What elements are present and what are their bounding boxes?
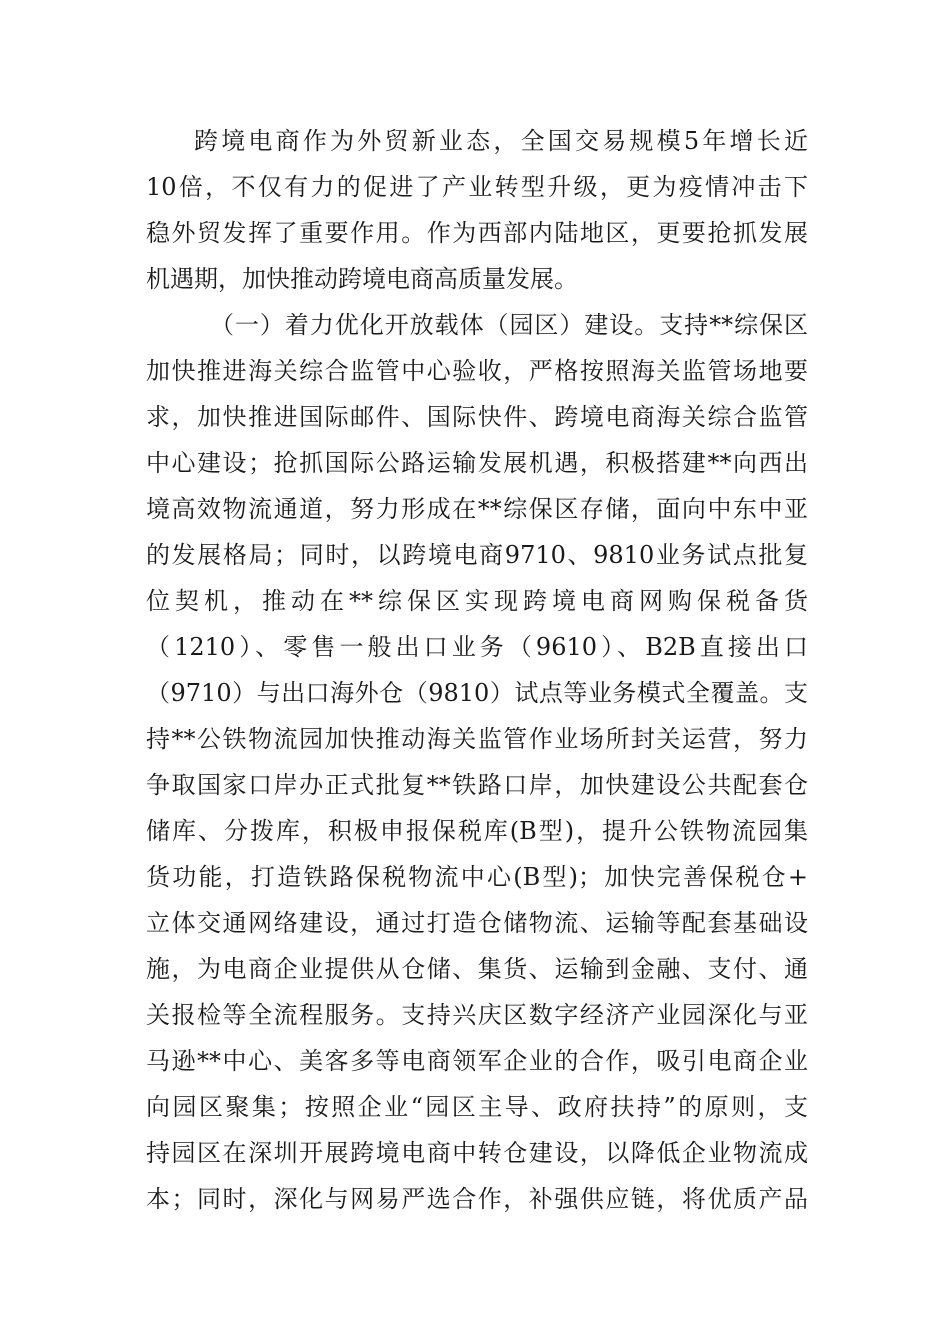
paragraph-1-line-1: 跨境电商作为外贸新业态，全国交易规模5年增长近 (194, 127, 808, 155)
paragraph-2-line-15: 施，为电商企业提供从仓储、集货、运输到金融、支付、通 (146, 955, 808, 983)
paragraph-2-line-17: 马逊**中心、美客多等电商领军企业的合作，吸引电商企业 (146, 1047, 808, 1075)
paragraph-2-line-11: 争取国家口岸办正式批复**铁路口岸，加快建设公共配套仓 (146, 771, 808, 799)
paragraph-2-line-13: 货功能，打造铁路保税物流中心(B型)；加快完善保税仓+ (146, 863, 808, 891)
paragraph-2-line-4: 中心建设；抢抓国际公路运输发展机遇，积极搭建**向西出 (146, 449, 808, 477)
paragraph-2-line-8: （1210）、零售一般出口业务（9610）、B2B直接出口 (146, 633, 808, 661)
paragraph-1-line-4: 机遇期，加快推动跨境电商高质量发展。 (146, 265, 578, 293)
paragraph-2-line-10: 持**公铁物流园加快推动海关监管作业场所封关运营，努力 (146, 725, 808, 753)
paragraph-2-line-19: 持园区在深圳开展跨境电商中转仓建设，以降低企业物流成 (146, 1139, 808, 1167)
paragraph-2-line-12: 储库、分拨库，积极申报保税库(B型)，提升公铁物流园集 (146, 817, 808, 845)
paragraph-2-line-6: 的发展格局；同时，以跨境电商9710、9810业务试点批复 (146, 541, 808, 569)
paragraph-2-line-14: 立体交通网络建设，通过打造仓储物流、运输等配套基础设 (146, 909, 808, 937)
paragraph-2-line-9: （9710）与出口海外仓（9810）试点等业务模式全覆盖。支 (146, 679, 808, 707)
paragraph-2-line-20: 本；同时，深化与网易严选合作，补强供应链，将优质产品 (146, 1185, 808, 1213)
paragraph-2-line-7: 位契机，推动在**综保区实现跨境电商网购保税备货 (146, 587, 808, 615)
paragraph-1-line-2: 10倍，不仅有力的促进了产业转型升级，更为疫情冲击下 (146, 173, 808, 201)
paragraph-1-line-3: 稳外贸发挥了重要作用。作为西部内陆地区，更要抢抓发展 (146, 219, 808, 247)
paragraph-2-line-3: 求，加快推进国际邮件、国际快件、跨境电商海关综合监管 (146, 403, 808, 431)
document-body (146, 118, 808, 1222)
paragraph-2-line-18: 向园区聚集；按照企业“园区主导、政府扶持”的原则，支 (146, 1093, 808, 1121)
paragraph-2-line-1: （一）着力优化开放载体（园区）建设。支持**综保区 (210, 311, 808, 339)
paragraph-2-line-2: 加快推进海关综合监管中心验收，严格按照海关监管场地要 (146, 357, 808, 385)
paragraph-2-line-5: 境高效物流通道，努力形成在**综保区存储，面向中东中亚 (146, 495, 808, 523)
paragraph-2-line-16: 关报检等全流程服务。支持兴庆区数字经济产业园深化与亚 (146, 1001, 808, 1029)
